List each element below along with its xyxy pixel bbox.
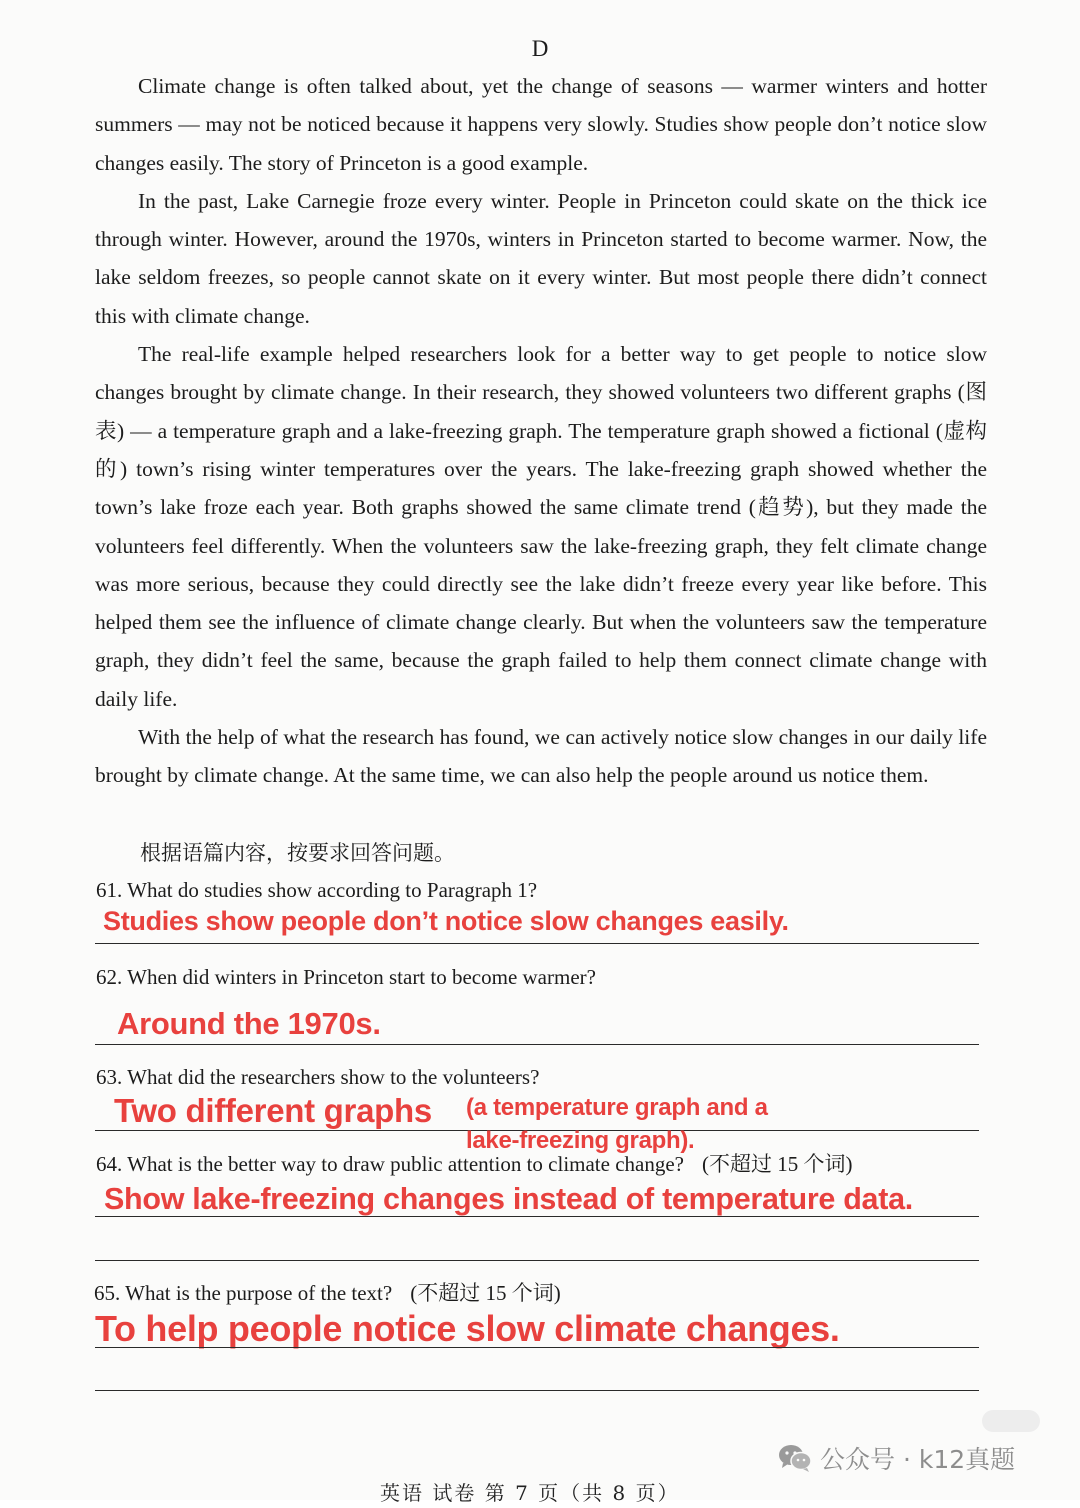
faint-stamp (982, 1410, 1040, 1432)
question-62: 62. When did winters in Princeton start to become warmer? (96, 965, 596, 989)
paragraph-3: The real-life example helped researchers look for a better way to get people to notice slow changes brought by climate change. In their research, they showed volunteers two different graphs (图表) — a temperature graph and a lake-freezing graph. The temperature graph showed a fictional (虚构的) town’s rising winter temperatures over the years. The lake-freezing graph showed whether the town’s lake froze each year. Both graphs showed the same climate trend (趋势), but they made the volunteers feel differently. When the volunteers saw the lake-freezing graph, they felt climate change was more serious, because they could directly see the lake didn’t freeze every year like before. This helped them see the influence of climate change clearly. But when the volunteers saw the temperature graph, they didn’t feel the same, because the graph failed to help them connect climate change with daily life. (95, 342, 987, 711)
answer-62: Around the 1970s. (117, 1006, 381, 1041)
answer-65: To help people notice slow climate changes. (95, 1308, 840, 1349)
answer-line-64b (95, 1260, 979, 1261)
question-63: 63. What did the researchers show to the volunteers? (96, 1065, 540, 1089)
question-64 (96, 1149, 853, 1179)
answer-line-64a (95, 1216, 979, 1217)
answer-61: Studies show people don’t notice slow changes easily. (103, 906, 789, 936)
watermark-text: 公众号 · k12真题 (820, 1445, 1016, 1474)
page-footer: 英语 试卷 第 7 页（共 8 页） (380, 1481, 680, 1505)
wechat-icon (778, 1443, 812, 1473)
instruction: 根据语篇内容，按要求回答问题。 (140, 841, 455, 865)
answer-line-61 (95, 943, 979, 944)
question-65 (94, 1278, 561, 1308)
paragraph-1: Climate change is often talked about, yet the change of seasons — warmer winters and hotter summers — may not be noticed because it happens very slowly. Studies show people don’t notice slow changes easily. The story of Princeton is a good example. (95, 74, 987, 175)
answer-63-main: Two different graphs (114, 1092, 432, 1129)
question-64-text: 64. What is the better way to draw public attention to climate change? (96, 1152, 684, 1176)
paragraph-4: With the help of what the research has found, we can actively notice slow changes in our daily life brought by climate change. At the same time, we can also help the people around us notice them. (95, 725, 987, 788)
watermark (778, 1436, 1015, 1480)
passage (95, 67, 987, 795)
paragraph-2: In the past, Lake Carnegie froze every winter. People in Princeton could skate on the thick ice through winter. However, around the 1970s, winters in Princeton started to become warmer. Now, the lake seldom freezes, so people cannot skate on it every winter. But most people there didn’t connect this with climate change. (95, 188, 987, 328)
answer-63-detail-1: (a temperature graph and a (466, 1094, 768, 1121)
word-limit-64: (不超过 15 个词) (702, 1152, 853, 1176)
answer-line-62 (95, 1044, 979, 1045)
word-limit-65: (不超过 15 个词) (410, 1281, 561, 1305)
answer-63-detail-2: lake-freezing graph). (466, 1127, 695, 1154)
question-65-text: 65. What is the purpose of the text? (94, 1281, 393, 1305)
answer-64: Show lake-freezing changes instead of temperature data. (104, 1182, 913, 1216)
answer-line-65a (95, 1347, 979, 1348)
section-letter: D (531, 36, 549, 61)
question-61: 61. What do studies show according to Paragraph 1? (96, 878, 538, 902)
answer-line-65b (95, 1390, 979, 1391)
